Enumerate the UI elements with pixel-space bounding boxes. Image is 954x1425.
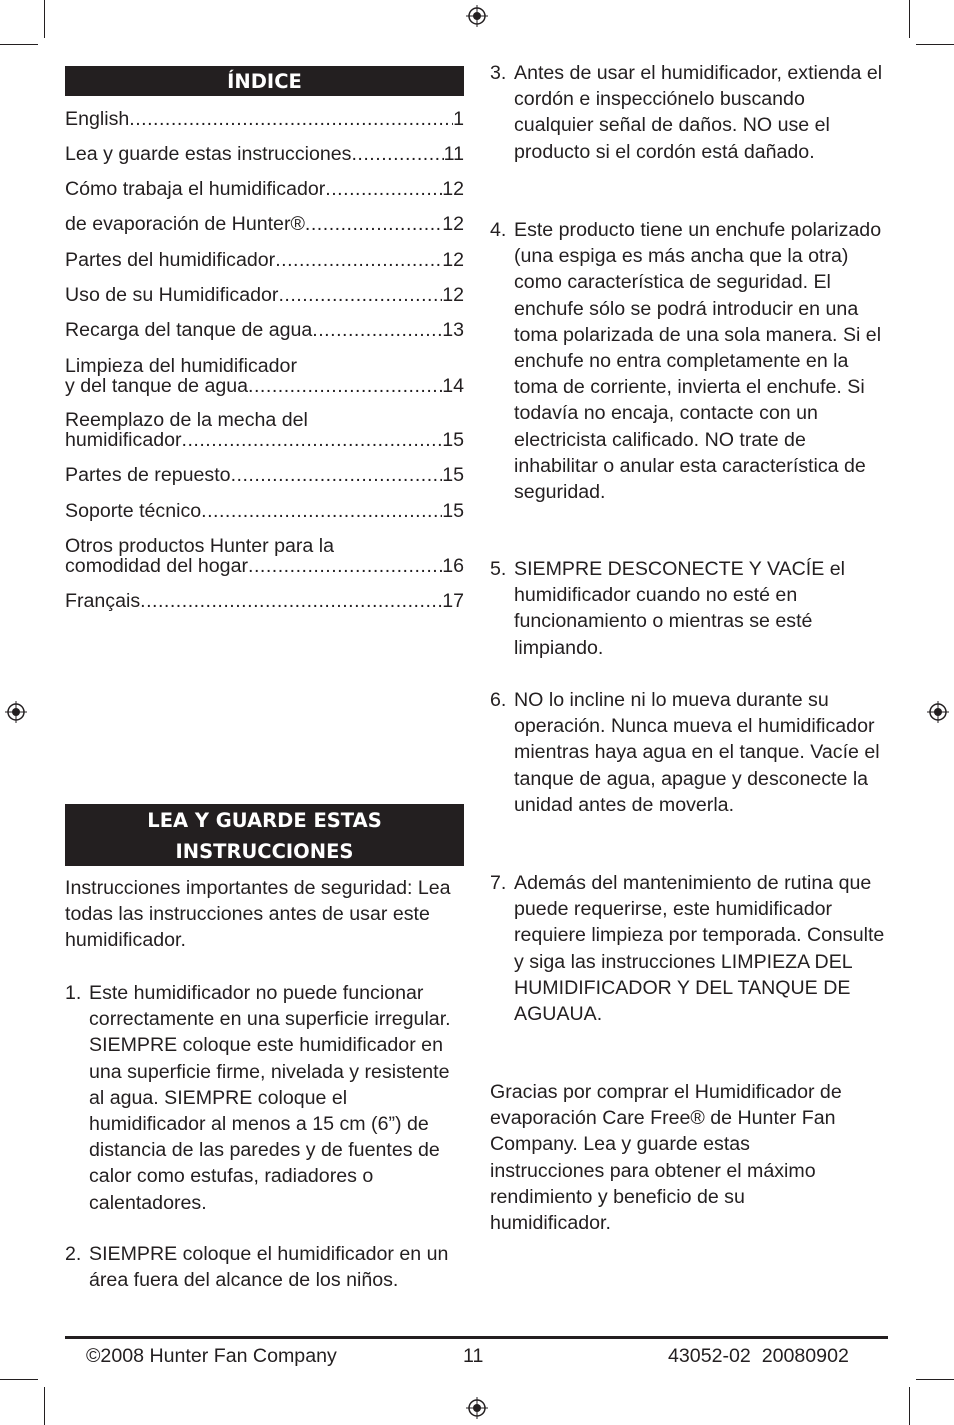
registration-mark-icon xyxy=(927,701,949,723)
toc-entry-page: 15 xyxy=(442,464,464,486)
safety-item xyxy=(65,1241,464,1293)
crop-mark xyxy=(44,0,45,38)
toc-entry-page: 11 xyxy=(443,143,464,165)
crop-mark xyxy=(909,1387,910,1425)
toc-entry-page: 16 xyxy=(442,555,464,577)
safety-item-number: 2. xyxy=(65,1243,82,1265)
toc-entry-page: 12 xyxy=(442,249,464,271)
safety-heading-line2: INSTRUCCIONES xyxy=(175,840,354,863)
toc-entry[interactable] xyxy=(65,109,464,129)
safety-item-text: Además del mantenimiento de rutina que puede requerirse, este humidificador requiere limpieza por temporada. Consulte y siga las instrucciones LIMPIEZA DEL HUMIDIFICADOR Y DEL TANQUE DE AGUAUA. xyxy=(514,872,885,1026)
toc-entry-title: Partes del humidificador xyxy=(65,249,276,271)
safety-item-number: 1. xyxy=(65,982,82,1004)
footer-page-number: 11 xyxy=(463,1345,484,1367)
safety-item-text: Este producto tiene un enchufe polarizado (una espiga es más ancha que la otra) como característica de seguridad. El enchufe sólo se podrá introducir en una toma polarizada de una sola manera. Si el enchufe no entra completamente en la toma de corriente, invierta el enchufe. Si todavía no encaja, contacte con un electricista calificado. NO trate de inhabilitar o anular esta característica de seguridad. xyxy=(514,219,882,504)
toc-entry-title-line1: Reemplazo de la mecha del xyxy=(65,409,308,431)
toc-entry[interactable] xyxy=(65,144,464,164)
crop-mark xyxy=(916,44,954,45)
safety-item xyxy=(490,870,889,1027)
toc-entry-page: 15 xyxy=(442,500,464,522)
toc-entry-title: Recarga del tanque de agua xyxy=(65,319,313,341)
toc-entry-title: Soporte técnico xyxy=(65,500,202,522)
safety-item xyxy=(65,980,464,1216)
footer-copyright: ©2008 Hunter Fan Company xyxy=(86,1345,337,1367)
safety-item xyxy=(490,556,889,661)
toc-entry-title: de evaporación de Hunter® xyxy=(65,213,305,235)
safety-heading-line1: LEA Y GUARDE ESTAS xyxy=(147,809,382,832)
toc-entry-title: Français xyxy=(65,590,141,612)
toc-entry-page: 13 xyxy=(442,319,464,341)
toc-entry-title: Uso de su Humidificador xyxy=(65,284,279,306)
safety-item-number: 3. xyxy=(490,62,507,84)
toc-entry-page: 15 xyxy=(442,429,464,451)
crop-mark xyxy=(0,1379,38,1380)
crop-mark xyxy=(916,1379,954,1380)
toc-entry-title: comodidad del hogar xyxy=(65,555,249,577)
crop-mark xyxy=(909,0,910,38)
toc-entry-page: 1 xyxy=(453,108,464,130)
toc-entry-title: English xyxy=(65,108,130,130)
safety-item-number: 7. xyxy=(490,872,507,894)
toc-entry-title: humidificador xyxy=(65,429,182,451)
safety-heading xyxy=(65,804,464,866)
footer-doc-code: 43052-02 20080902 xyxy=(668,1345,849,1367)
toc-entry-page: 17 xyxy=(442,590,464,612)
toc-heading: ÍNDICE xyxy=(65,66,464,96)
toc-entry[interactable] xyxy=(65,356,464,396)
toc-entry-title-line1: Otros productos Hunter para la xyxy=(65,535,335,557)
safety-intro: Instrucciones importantes de seguridad: Lea todas las instrucciones antes de usar este humidificador. xyxy=(65,877,451,952)
toc-entry[interactable] xyxy=(65,591,464,611)
toc-entry-page: 14 xyxy=(442,375,464,397)
safety-item xyxy=(490,687,889,818)
toc-entry[interactable] xyxy=(65,410,464,450)
toc-entry-title-line1: Limpieza del humidificador xyxy=(65,355,297,377)
toc-entry[interactable] xyxy=(65,501,464,521)
toc-entry-page: 12 xyxy=(442,284,464,306)
registration-mark-icon xyxy=(466,1397,488,1419)
toc-entry[interactable] xyxy=(65,214,464,234)
toc-entry-page: 12 xyxy=(442,178,464,200)
footer-rule xyxy=(65,1336,888,1339)
toc-entry[interactable] xyxy=(65,179,464,199)
toc-entry[interactable] xyxy=(65,250,464,270)
safety-item xyxy=(490,217,889,505)
registration-mark-icon xyxy=(5,701,27,723)
toc-entry[interactable] xyxy=(65,536,464,576)
toc-entry[interactable] xyxy=(65,465,464,485)
crop-mark xyxy=(44,1387,45,1425)
toc-entry-title: Lea y guarde estas instrucciones xyxy=(65,143,352,165)
registration-mark-icon xyxy=(466,5,488,27)
safety-item-number: 4. xyxy=(490,219,507,241)
safety-item-text: Antes de usar el humidificador, extienda el cordón e inspecciónelo buscando cualquier señal de daños. NO use el producto si el cordón está dañado. xyxy=(514,62,883,163)
closing-paragraph: Gracias por comprar el Humidificador de evaporación Care Free® de Hunter Fan Company. Lea y guarde estas instrucciones para obtener el máximo rendimiento y beneficio de su humidificador. xyxy=(490,1081,842,1235)
safety-item-text: SIEMPRE DESCONECTE Y VACÍE el humidificador cuando no esté en funcionamiento o mientras se esté limpiando. xyxy=(514,558,846,659)
toc-entry-title: Partes de repuesto xyxy=(65,464,231,486)
safety-item-text: NO lo incline ni lo mueva durante su operación. Nunca mueva el humidificador mientras haya agua en el tanque. Vacíe el tanque de agua, apague y desconecte la unidad antes de moverla. xyxy=(514,689,880,816)
toc-entry-title: Cómo trabaja el humidificador xyxy=(65,178,326,200)
toc-entry[interactable] xyxy=(65,320,464,340)
toc-entry-title: y del tanque de agua xyxy=(65,375,249,397)
safety-item-number: 6. xyxy=(490,689,507,711)
safety-item-text: SIEMPRE coloque el humidificador en un área fuera del alcance de los niños. xyxy=(89,1243,449,1292)
crop-mark xyxy=(0,44,38,45)
toc-entry-page: 12 xyxy=(442,213,464,235)
safety-item-text: Este humidificador no puede funcionar correctamente en una superficie irregular. SIEMPRE coloque este humidificador en una superficie firme, nivelada y resistente al agua. SIEMPRE coloque el humidificador al menos a 15 cm (6”) de distancia de las paredes y de fuentes de calor como estufas, radiadores o calentadores. xyxy=(89,982,451,1214)
toc-entry[interactable] xyxy=(65,285,464,305)
safety-item-number: 5. xyxy=(490,558,507,580)
safety-item xyxy=(490,60,889,165)
